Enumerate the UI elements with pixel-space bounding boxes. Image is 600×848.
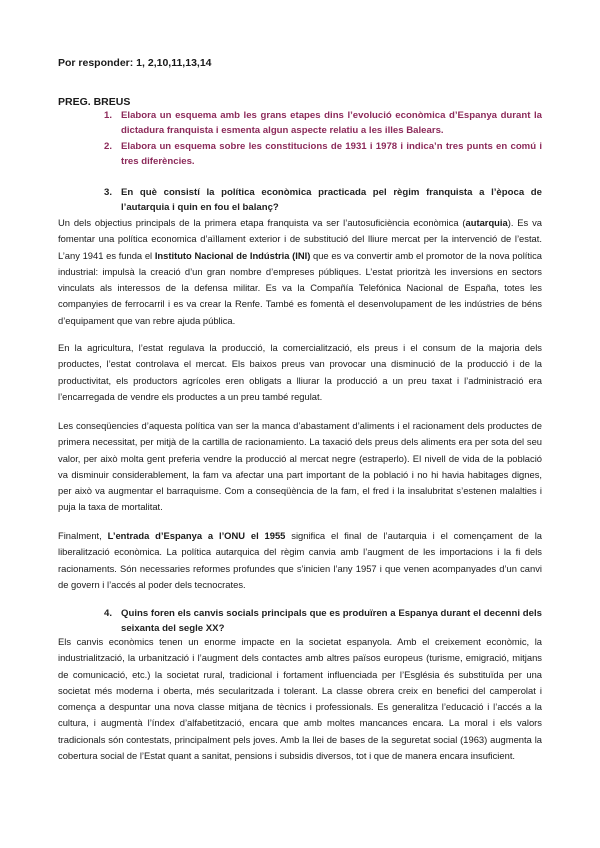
answer-3-paragraph-4 [58, 528, 542, 593]
text-run: significa el final de l’autarquia i el començament de la liberalització econòmica. La política autarquica del règim canvia amb l’augment de les importacions i la fi dels racionaments. Són necessaries reformes profundes que s’inicien l’any 1957 i que venen acompanyades d’un canvi de govern i l’accés al poder dels tecnocrates. [58, 530, 542, 590]
text-run: Finalment, [58, 530, 108, 541]
question-text: Elabora un esquema amb les grans etapes dins l’evolució econòmica d’Espanya durant la dictadura franquista i esmenta algun aspecte relatiu a les illes Balears. [121, 110, 542, 136]
answer-3-paragraph-2: En la agricultura, l’estat regulava la producció, la comercialització, els preus i el consum de la majoria dels productes, l’estat controlava el mercat. Els baixos preus van provocar una disminució de la producció i de la productivitat, els productors agrícoles eren obligats a lliurar la producció a un preu taxat i l’administració era l’encarregada de vendre els productes a un preu també regulat. [58, 342, 542, 402]
pending-header: Por responder: 1, 2,10,11,13,14 [58, 57, 212, 69]
question-number: 1. [104, 110, 113, 121]
question-1 [58, 109, 542, 138]
question-2 [58, 140, 542, 169]
text-run: ). Es va fomentar una política economica d’aïllament exterior i de substitució del lliure mercat per la intervenció de l’estat. L’any 1941 es funda el [58, 217, 542, 261]
section-title: PREG. BREUS [58, 96, 131, 108]
question-3 [58, 186, 542, 215]
question-text: Elabora un esquema sobre les constitucions de 1931 i 1978 i indica’n tres punts en comú i tres diferències. [121, 141, 542, 167]
question-number: 4. [104, 608, 113, 619]
question-number: 2. [104, 141, 113, 152]
question-number: 3. [104, 187, 113, 198]
bold-term: L’entrada d’Espanya a l’ONU el 1955 [107, 530, 286, 541]
question-text: Quins foren els canvis socials principals que es produïren a Espanya durant el decenni dels seixanta del segle XX? [121, 608, 542, 634]
answer-4-paragraph-1: Els canvis econòmics tenen un enorme impacte en la societat espanyola. Amb el creixement econòmic, la industrialització, la urbanització i l’augment dels contactes amb altres països europeus (turisme, emigració, mitjans de comunicació, etc.) la societat rural, tradicional i fortament influenciada per l’Església és substituïda per una societat més moderna i oberta, més secularitzada i tolerant. La classe obrera creix en benefici del camperolat i comença a despuntar una nova classe mitjana de tècnics i professionals. Es generalitza l’educació i l’accés a la cultura, i augmentà l’índex d’alfabetització, encara que amb moltes mancances encara. La moral i els valors tradicionals són contestats, principalment pels joves. Amb la llei de bases de la seguretat social (1963) augmenta la cobertura social de l’Estat quant a sanitat, pensions i subsidis diversos, tot i que de manera encara insuficient. [58, 636, 542, 762]
answer-3-paragraph-3: Les conseqüencies d’aquesta política van ser la manca d’abastament d’aliments i el racionament dels productes de primera necessitat, per mitjà de la cartilla de racionamiento. La taxació dels preus dels aliments era per sota del seu valor, per això molta gent preferia vendre la producció al mercat negre (estraperlo). El nivell de vida de la població va disminuir considerablement, la fam va afectar una part important de la població i no hi havia habitages dignes, per això va augmentar el barraquisme. Com a conseqüència de la fam, el fred i la insalubritat s’estenen malalties i puja la taxa de mortalitat. [58, 420, 542, 513]
bold-term: autarquia [465, 217, 508, 228]
answer-3-paragraph-1 [58, 215, 542, 329]
question-4 [58, 607, 542, 636]
question-text: En què consistí la política econòmica practicada pel règim franquista a l’època de l’autarquia i quin en fou el balanç? [121, 187, 542, 213]
text-run: que es va convertir amb el promotor de la nova política industrial: impulsà la creació d’un gran nombre d’empreses públiques. L’estat prioritzà les inversions en sectors vinculats als interessos de la defensa militar. Es va la Compañía Telefónica Nacional de España, totes les companyies de ferrocarril i es va crear la Renfe. També es fomentà el desenvolupament de les indústries de béns d’equipament que van rebre ajuda pública. [58, 249, 542, 326]
bold-term: Instituto Nacional de Indústria (INI) [154, 249, 311, 261]
text-run: Un dels objectius principals de la primera etapa franquista va ser l’autosuficiència econòmica ( [58, 217, 466, 228]
